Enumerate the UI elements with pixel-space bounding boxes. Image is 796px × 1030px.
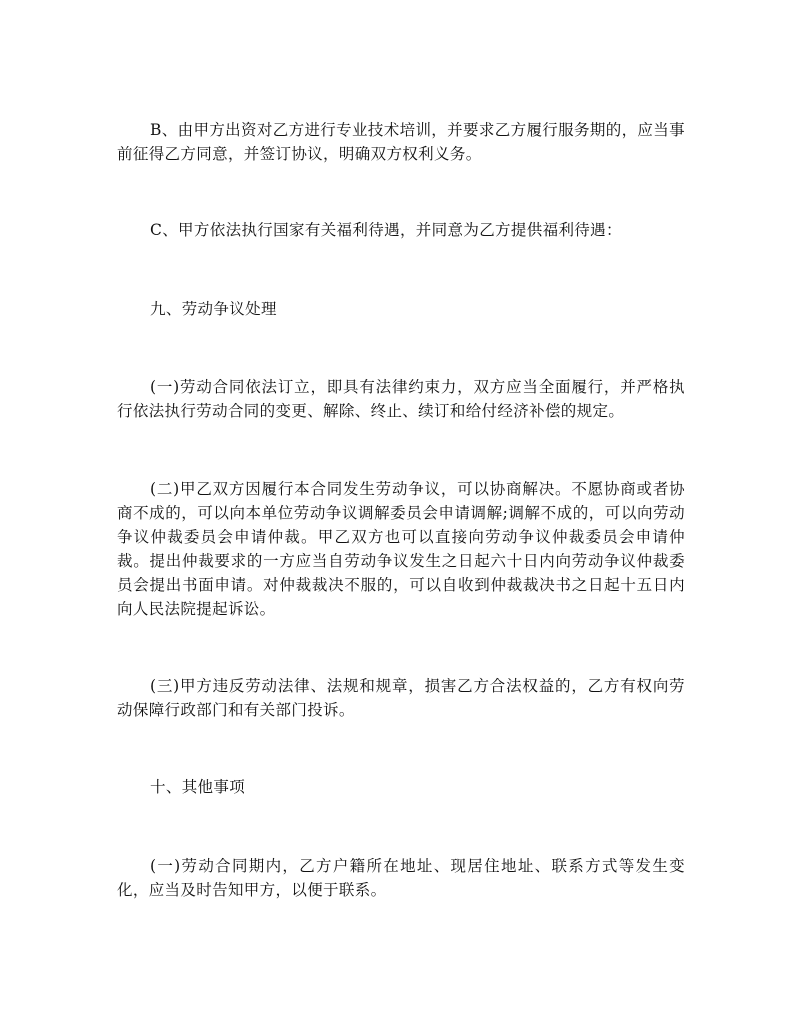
paragraph-complaint-rights: (三)甲方违反劳动法律、法规和规章，损害乙方合法权益的，乙方有权向劳动保障行政部门和有关部门投诉。 — [117, 677, 685, 719]
paragraph-welfare-benefits: C、甲方依法执行国家有关福利待遇，并同意为乙方提供福利待遇： — [150, 221, 622, 239]
paragraph-contract-binding: (一)劳动合同依法订立，即具有法律约束力，双方应当全面履行，并严格执行依法执行劳动合同的变更、解除、终止、续订和给付经济补偿的规定。 — [117, 378, 685, 420]
paragraph-dispute-resolution: (二)甲乙双方因履行本合同发生劳动争议，可以协商解决。不愿协商或者协商不成的，可以向本单位劳动争议调解委员会申请调解;调解不成的，可以向劳动争议仲裁委员会申请仲裁。甲乙双方也可以直接向劳动争议仲裁委员会申请仲裁。提出仲裁要求的一方应当自劳动争议发生之日起六十日内向劳动争议仲裁委员会提出书面申请。对仲裁裁决不服的，可以自收到仲裁裁决书之日起十五日内向人民法院提起诉讼。 — [117, 480, 685, 618]
section-heading-labor-disputes: 九、劳动争议处理 — [150, 300, 277, 318]
section-heading-other-matters: 十、其他事项 — [150, 778, 246, 796]
paragraph-contact-changes: (一)劳动合同期内，乙方户籍所在地址、现居住地址、联系方式等发生变化，应当及时告知甲方，以便于联系。 — [117, 857, 685, 899]
paragraph-training-service-period: B、由甲方出资对乙方进行专业技术培训，并要求乙方履行服务期的，应当事前征得乙方同意，并签订协议，明确双方权利义务。 — [117, 121, 685, 163]
